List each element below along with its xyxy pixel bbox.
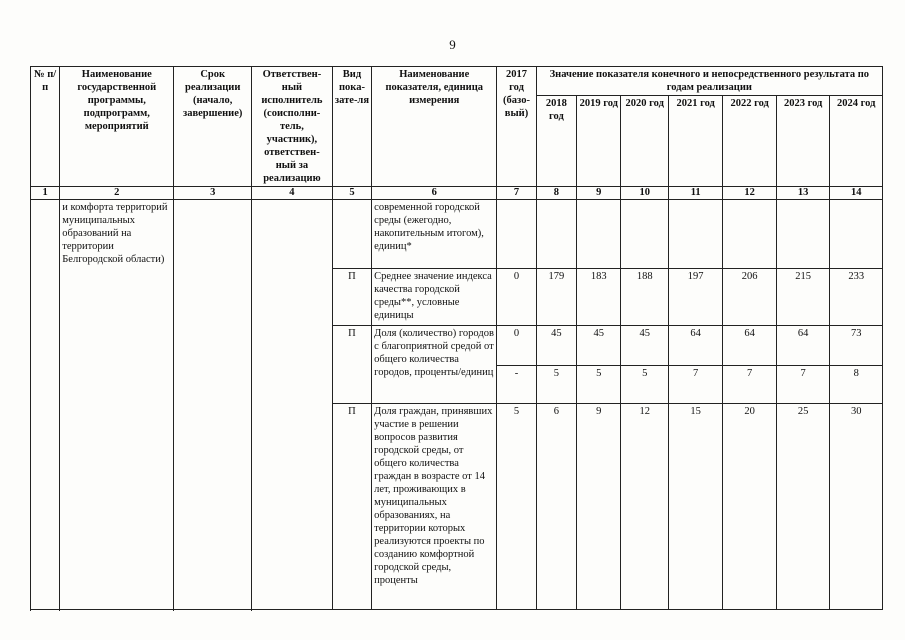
column-number: 12 bbox=[723, 187, 777, 200]
value-cell: 45 bbox=[536, 326, 576, 366]
page-number: 9 bbox=[449, 37, 456, 52]
header-year: 2019 год bbox=[577, 96, 621, 187]
indicator-type-cell: П bbox=[332, 326, 371, 404]
header-col-number: № п/п bbox=[31, 67, 60, 187]
program-name-cell: и комфорта территорий муниципальных образований на территории Белгородской области) bbox=[60, 200, 174, 610]
header-col-indicator-name: Наименование показателя, единица измерения bbox=[372, 67, 497, 187]
value-cell: 7 bbox=[723, 366, 777, 404]
header-year: 2020 год bbox=[621, 96, 668, 187]
indicator-name-cell: Доля (количество) городов с благоприятной средой от общего количества городов, проценты/единиц bbox=[372, 326, 497, 404]
executor-cell bbox=[252, 200, 333, 610]
value-cell: 20 bbox=[723, 404, 777, 610]
column-number: 2 bbox=[60, 187, 174, 200]
indicator-type-cell bbox=[332, 200, 371, 269]
value-cell: 64 bbox=[668, 326, 723, 366]
value-cell: 7 bbox=[668, 366, 723, 404]
column-number: 4 bbox=[252, 187, 333, 200]
value-cell bbox=[830, 200, 883, 269]
base-value-cell: 0 bbox=[497, 326, 536, 366]
value-cell: 12 bbox=[621, 404, 668, 610]
header-col-program: Наименование государственной программы, подпрограмм, мероприятий bbox=[60, 67, 174, 187]
header-col-indicator-type: Вид пока-зате-ля bbox=[332, 67, 371, 187]
column-number: 6 bbox=[372, 187, 497, 200]
column-number: 5 bbox=[332, 187, 371, 200]
value-cell: 179 bbox=[536, 269, 576, 326]
value-cell: 8 bbox=[830, 366, 883, 404]
value-cell bbox=[776, 200, 830, 269]
header-year: 2023 год bbox=[776, 96, 830, 187]
period-cell bbox=[174, 200, 252, 610]
column-number: 9 bbox=[577, 187, 621, 200]
value-cell: 5 bbox=[577, 366, 621, 404]
value-cell: 6 bbox=[536, 404, 576, 610]
value-cell: 64 bbox=[776, 326, 830, 366]
value-cell: 25 bbox=[776, 404, 830, 610]
value-cell: 215 bbox=[776, 269, 830, 326]
indicator-name-cell: Среднее значение индекса качества городской среды**, условные единицы bbox=[372, 269, 497, 326]
value-cell bbox=[577, 200, 621, 269]
indicator-name-cell: современной городской среды (ежегодно, накопительным итогом), единиц* bbox=[372, 200, 497, 269]
column-number: 11 bbox=[668, 187, 723, 200]
value-cell bbox=[723, 200, 777, 269]
header-year: 2022 год bbox=[723, 96, 777, 187]
value-cell: 7 bbox=[776, 366, 830, 404]
header-year: 2018 год bbox=[536, 96, 576, 187]
value-cell: 233 bbox=[830, 269, 883, 326]
base-value-cell bbox=[497, 200, 536, 269]
indicator-type-cell: П bbox=[332, 269, 371, 326]
value-cell: 30 bbox=[830, 404, 883, 610]
base-value-cell: 5 bbox=[497, 404, 536, 610]
value-cell: 45 bbox=[577, 326, 621, 366]
header-year: 2021 год bbox=[668, 96, 723, 187]
header-col-executor: Ответствен-ный исполнитель (соисполни-тель, участник), ответствен-ный за реализацию bbox=[252, 67, 333, 187]
base-value-cell: - bbox=[497, 366, 536, 404]
value-cell: 5 bbox=[621, 366, 668, 404]
column-number: 8 bbox=[536, 187, 576, 200]
value-cell: 206 bbox=[723, 269, 777, 326]
value-cell bbox=[536, 200, 576, 269]
value-cell: 9 bbox=[577, 404, 621, 610]
column-number: 7 bbox=[497, 187, 536, 200]
header-row bbox=[31, 67, 883, 96]
row-number-cell bbox=[31, 200, 60, 610]
value-cell: 197 bbox=[668, 269, 723, 326]
value-cell: 5 bbox=[536, 366, 576, 404]
header-group-years: Значение показателя конечного и непосредственного результата по годам реализации bbox=[536, 67, 882, 96]
value-cell bbox=[621, 200, 668, 269]
header-year: 2024 год bbox=[830, 96, 883, 187]
column-number: 10 bbox=[621, 187, 668, 200]
value-cell: 64 bbox=[723, 326, 777, 366]
column-numbers-row bbox=[31, 187, 883, 200]
value-cell: 73 bbox=[830, 326, 883, 366]
value-cell: 188 bbox=[621, 269, 668, 326]
column-number: 13 bbox=[776, 187, 830, 200]
value-cell bbox=[668, 200, 723, 269]
table-row bbox=[31, 200, 883, 269]
value-cell: 15 bbox=[668, 404, 723, 610]
indicators-table bbox=[30, 66, 883, 610]
base-value-cell: 0 bbox=[497, 269, 536, 326]
value-cell: 183 bbox=[577, 269, 621, 326]
value-cell: 45 bbox=[621, 326, 668, 366]
header-col-period: Срок реализации (начало, завершение) bbox=[174, 67, 252, 187]
column-number: 1 bbox=[31, 187, 60, 200]
column-number: 14 bbox=[830, 187, 883, 200]
column-number: 3 bbox=[174, 187, 252, 200]
indicator-type-cell: П bbox=[332, 404, 371, 610]
indicator-name-cell: Доля граждан, принявших участие в решении вопросов развития городской среды, от общего количества граждан в возрасте от 14 лет, проживающих в муниципальных образованиях, на территории которых реализуются проекты по созданию комфортной городской среды, проценты bbox=[372, 404, 497, 610]
header-col-base-year: 2017 год (базо-вый) bbox=[497, 67, 536, 187]
